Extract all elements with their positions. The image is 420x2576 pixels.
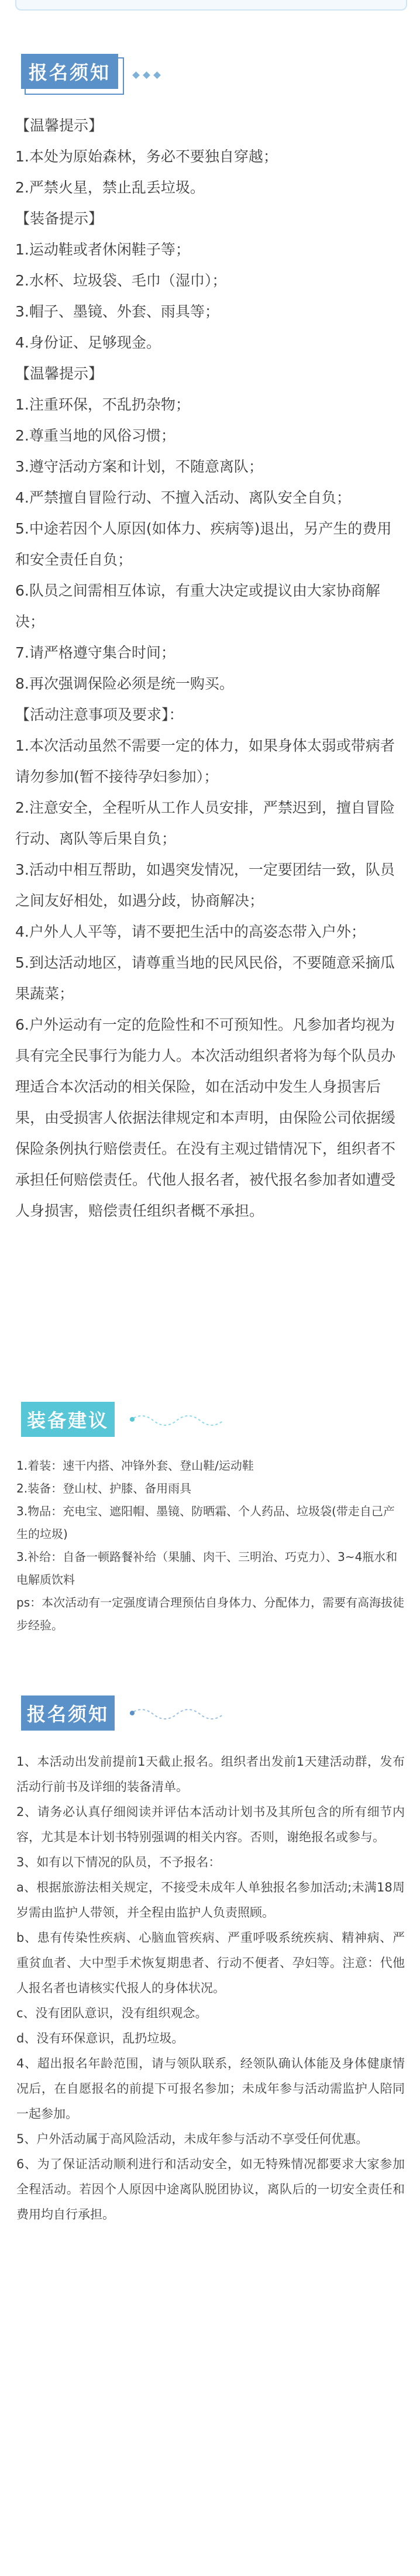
text-line: 7.请严格遵守集合时间； [15,644,175,661]
top-card-frame [15,0,407,11]
text-line: 2.严禁火星，禁止乱丢垃圾。 [15,179,205,196]
wave-decoration-icon [130,1704,223,1721]
text-line: 3.遵守活动方案和计划，不随意离队； [15,458,263,475]
signup-notice-title: 报名须知 [21,54,118,89]
text-line: a、根据旅游法相关规定，不接受未成年人单独报名参加活动;未满18周岁需由监护人带领，并全程由监护人负责照顾。 [16,1880,405,1920]
text-line: 1.本处为原始森林，务必不要独自穿越； [15,148,278,165]
text-line: 3.帽子、墨镜、外套、雨具等； [15,303,219,320]
text-line: 【装备提示】 [15,210,104,227]
text-line: 5.到达活动地区，请尊重当地的民风民俗，不要随意采摘瓜果蔬菜； [15,954,395,1002]
signup-notice-2-title: 报名须知 [21,1695,115,1731]
text-line: 4、超出报名年龄范围，请与领队联系，经领队确认体能及身体健康情况后，在自愿报名的前提下可报名参加；未成年参与活动需监护人陪同一起参加。 [16,2056,405,2121]
text-line: 3、如有以下情况的队员，不予报名： [16,1855,221,1869]
text-line: 2.注意安全，全程听从工作人员安排，严禁迟到，擅自冒险行动、离队等后果自负； [15,799,395,847]
text-line: 6、为了保证活动顺利进行和活动安全，如无特殊情况都要求大家参加全程活动。若因个人原因中途离队脱团协议，离队后的一切安全责任和费用均自行承担。 [16,2157,405,2221]
text-line: 1.注重环保，不乱扔杂物； [15,396,190,413]
text-line: 4.户外人人平等，请不要把生活中的高姿态带入户外； [15,923,366,940]
text-line: 3.物品：充电宝、遮阳帽、墨镜、防晒霜、个人药品、垃圾袋(带走自己产生的垃圾) [16,1504,395,1541]
signup-notice-body [15,110,406,1226]
text-line: ps：本次活动有一定强度请合理预估自身体力、分配体力，需要有高海拔徒步经验。 [16,1595,405,1632]
text-line: 1.着装：速干内搭、冲锋外套、登山鞋/运动鞋 [16,1459,254,1473]
equipment-title: 装备建议 [21,1402,115,1437]
text-line: 8.再次强调保险必须是统一购买。 [15,675,234,692]
text-line: 6.户外运动有一定的危险性和不可预知性。凡参加者均视为具有完全民事行为能力人。本次活动组织者将为每个队员办理适合本次活动的相关保险，如在活动中发生人身损害后果，由受损害人依据法律规定和本声明，由保险公司依据缓保险条例执行赔偿责任。在没有主观过错情况下，组织者不承担任何赔偿责任。代他人报名者，被代报名参加者如遭受人身损害，赔偿责任组织者概不承担。 [15,1016,396,1219]
text-line: 3.活动中相互帮助，如遇突发情况，一定要团结一致，队员之间友好相处，如遇分歧，协商解决； [15,861,395,909]
text-line: 2.水杯、垃圾袋、毛巾（湿巾）； [15,272,227,289]
signup-notice-2-body [16,1749,405,2227]
text-line: d、没有环保意识，乱扔垃圾。 [16,2031,184,2045]
text-line: 【温馨提示】 [15,117,104,134]
text-line: 【活动注意事项及要求】： [15,706,184,723]
text-line: 4.身份证、足够现金。 [15,334,161,351]
equipment-heading [16,1397,250,1444]
text-line: 2.装备：登山杖、护膝、备用雨具 [16,1481,192,1495]
text-line: 5、户外活动属于高风险活动，未成年参与活动不享受任何优惠。 [16,2132,369,2146]
text-line: b、患有传染性疾病、心脑血管疾病、严重呼吸系统疾病、精神病、严重贫血者、大中型手术恢复期患者、行动不便者、孕妇等。注意：代他人报名者也请核实代报人的身体状况。 [16,1931,405,1995]
equipment-body [16,1454,405,1637]
text-line: 2.尊重当地的风俗习惯； [15,427,175,444]
text-line: 1.本次活动虽然不需要一定的体力，如果身体太弱或带病者请勿参加(暂不接待孕妇参加）； [15,737,395,785]
signup-notice-2-heading [16,1691,250,1738]
text-line: 5.中途若因个人原因(如体力、疾病等)退出，另产生的费用和安全责任自负； [15,520,392,568]
text-line: 4.严禁擅自冒险行动、不擅入活动、离队安全自负； [15,489,351,506]
text-line: 2、请务必认真仔细阅读并评估本活动计划书及其所包含的所有细节内容，尤其是本计划书特别强调的相关内容。否则，谢绝报名或参与。 [16,1805,405,1844]
diamond-decoration-icon [133,73,160,78]
text-line: 3.补给：自备一顿路餐补给（果脯、肉干、三明治、巧克力）、3~4瓶水和电解质饮料 [16,1550,398,1587]
signup-notice-heading [16,49,250,96]
text-line: 1.运动鞋或者休闲鞋子等； [15,241,190,258]
text-line: 【温馨提示】 [15,365,104,382]
text-line: c、没有团队意识，没有组织观念。 [16,2006,208,2020]
wave-decoration-icon [130,1410,223,1428]
text-line: 6.队员之间需相互体谅，有重大决定或提议由大家协商解决； [15,582,380,630]
text-line: 1、本活动出发前提前1天截止报名。组织者出发前1天建活动群，发布活动行前书及详细的装备清单。 [16,1755,405,1794]
